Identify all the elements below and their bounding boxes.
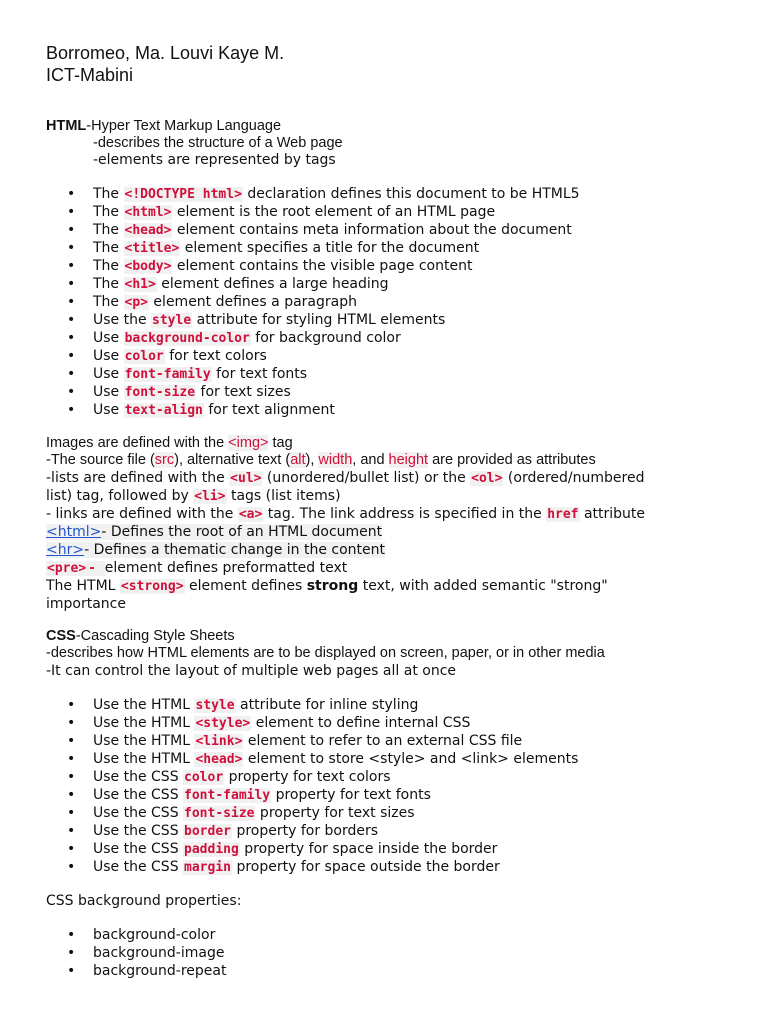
list-item: • The <html> element is the root element of an HTML page bbox=[0, 203, 580, 221]
html-desc-2: -elements are represented by tags bbox=[93, 152, 336, 168]
list-item: • background-image bbox=[0, 944, 227, 962]
html-term: HTML bbox=[46, 118, 87, 134]
list-item: • background-repeat bbox=[0, 962, 227, 980]
hr-tag-link[interactable]: <hr> bbox=[46, 542, 85, 558]
css-desc-2: -It can control the layout of multiple web pages all at once bbox=[46, 663, 457, 679]
css-term: CSS bbox=[46, 628, 76, 644]
html-bullet-list bbox=[0, 185, 580, 419]
html-desc-1: -describes the structure of a Web page bbox=[93, 135, 343, 151]
bg-bullet-list bbox=[0, 926, 227, 980]
html-def-line: <html>- Defines the root of an HTML document bbox=[46, 524, 383, 540]
list-item: • Use font-size for text sizes bbox=[0, 383, 580, 401]
hr-def-line: <hr>- Defines a thematic change in the content bbox=[46, 542, 385, 558]
html-heading bbox=[46, 117, 281, 135]
list-item: • background-color bbox=[0, 926, 227, 944]
list-item: • Use font-family for text fonts bbox=[0, 365, 580, 383]
css-desc-1: -describes how HTML elements are to be displayed on screen, paper, or in other media bbox=[46, 645, 605, 661]
list-item: • The <h1> element defines a large heading bbox=[0, 275, 580, 293]
css-heading bbox=[46, 627, 235, 645]
author-section: ICT-Mabini bbox=[46, 65, 134, 85]
list-item: • Use the HTML <head> element to store <style> and <link> elements bbox=[0, 750, 578, 768]
html-tag-link[interactable]: <html> bbox=[46, 524, 102, 540]
images-line-2: -The source file (src), alternative text (alt), width, and height are provided as attributes bbox=[46, 452, 596, 468]
links-line: - links are defined with the <a> tag. The link address is specified in the href attribute bbox=[46, 506, 646, 522]
bg-heading: CSS background properties: bbox=[46, 893, 242, 909]
list-item: • The <!DOCTYPE html> declaration defines this document to be HTML5 bbox=[0, 185, 580, 203]
list-item: • Use the CSS padding property for space inside the border bbox=[0, 840, 578, 858]
lists-line-1: -lists are defined with the <ul> (unordered/bullet list) or the <ol> (ordered/numbered bbox=[46, 470, 645, 486]
list-item: • The <body> element contains the visible page content bbox=[0, 257, 580, 275]
list-item: • Use the HTML <link> element to refer to an external CSS file bbox=[0, 732, 578, 750]
list-item: • Use background-color for background color bbox=[0, 329, 580, 347]
images-line-1: Images are defined with the <img> tag bbox=[46, 435, 293, 451]
strong-def-line: The HTML <strong> element defines strong text, with added semantic "strong" bbox=[46, 578, 608, 594]
list-item: • Use the CSS font-family property for text fonts bbox=[0, 786, 578, 804]
list-item: • Use the CSS border property for borders bbox=[0, 822, 578, 840]
list-item: • Use color for text colors bbox=[0, 347, 580, 365]
list-item: • Use the CSS color property for text colors bbox=[0, 768, 578, 786]
html-definition: -Hyper Text Markup Language bbox=[86, 118, 282, 134]
list-item: • The <head> element contains meta information about the document bbox=[0, 221, 580, 239]
list-item: • Use text-align for text alignment bbox=[0, 401, 580, 419]
list-item: • Use the style attribute for styling HTML elements bbox=[0, 311, 580, 329]
author-name: Borromeo, Ma. Louvi Kaye M. bbox=[46, 43, 285, 63]
list-item: • The <p> element defines a paragraph bbox=[0, 293, 580, 311]
list-item: • Use the CSS font-size property for text sizes bbox=[0, 804, 578, 822]
list-item: • Use the HTML <style> element to define internal CSS bbox=[0, 714, 578, 732]
list-item: • The <title> element specifies a title for the document bbox=[0, 239, 580, 257]
list-item: • Use the HTML style attribute for inline styling bbox=[0, 696, 578, 714]
strong-def-line-2: importance bbox=[46, 596, 126, 612]
list-item: • Use the CSS margin property for space outside the border bbox=[0, 858, 578, 876]
css-definition: -Cascading Style Sheets bbox=[75, 628, 235, 644]
css-bullet-list bbox=[0, 696, 578, 876]
pre-def-line: <pre> - element defines preformatted text bbox=[47, 560, 348, 576]
lists-line-2: list) tag, followed by <li> tags (list items) bbox=[46, 488, 341, 504]
